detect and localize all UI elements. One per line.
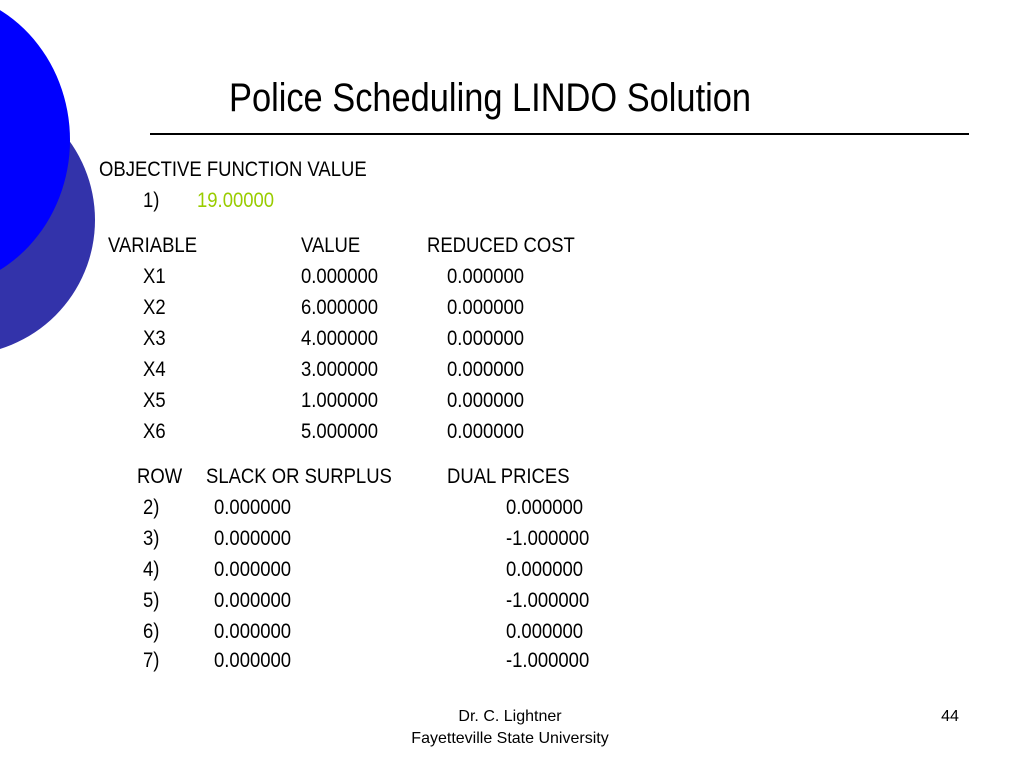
objective-label: OBJECTIVE FUNCTION VALUE [99,158,367,181]
variable-value: 6.000000 [301,296,379,319]
variable-value: 3.000000 [301,358,379,381]
variable-name: X5 [143,389,166,412]
variable-reduced-cost: 0.000000 [447,265,525,288]
constraint-dual: -1.000000 [506,527,590,550]
slack-header: SLACK OR SURPLUS [206,465,392,488]
constraint-slack: 0.000000 [214,496,292,519]
constraint-row: 6) [143,620,160,643]
constraint-dual: 0.000000 [506,558,584,581]
constraint-slack: 0.000000 [214,649,292,672]
variable-name: X2 [143,296,166,319]
variable-value: 0.000000 [301,265,379,288]
value-header: VALUE [301,234,361,257]
footer-institution: Fayetteville State University [411,730,609,747]
title-divider [150,133,969,135]
reduced-cost-header: REDUCED COST [427,234,575,257]
dual-prices-header: DUAL PRICES [447,465,570,488]
slide-footer [360,706,660,750]
constraint-slack: 0.000000 [214,527,292,550]
variable-name: X6 [143,420,166,443]
variable-reduced-cost: 0.000000 [447,327,525,350]
variable-reduced-cost: 0.000000 [447,389,525,412]
variable-name: X1 [143,265,166,288]
constraint-row: 7) [143,649,160,672]
variable-value: 5.000000 [301,420,379,443]
constraint-dual: 0.000000 [506,620,584,643]
variable-value: 1.000000 [301,389,379,412]
footer-author: Dr. C. Lightner [458,708,562,725]
constraint-slack: 0.000000 [214,558,292,581]
objective-row: 1) [143,189,160,212]
slide-number: 44 [941,708,959,725]
slide-title: Police Scheduling LINDO Solution [229,76,752,120]
variable-header: VARIABLE [108,234,198,257]
constraint-row: 3) [143,527,160,550]
constraint-row: 4) [143,558,160,581]
constraint-dual: -1.000000 [506,589,590,612]
variable-value: 4.000000 [301,327,379,350]
variable-reduced-cost: 0.000000 [447,420,525,443]
objective-value: 19.00000 [197,189,275,212]
constraint-row: 5) [143,589,160,612]
constraint-dual: 0.000000 [506,496,584,519]
constraint-row: 2) [143,496,160,519]
constraint-slack: 0.000000 [214,620,292,643]
variable-name: X3 [143,327,166,350]
variable-reduced-cost: 0.000000 [447,358,525,381]
row-header: ROW [137,465,183,488]
variable-reduced-cost: 0.000000 [447,296,525,319]
variable-name: X4 [143,358,166,381]
constraint-slack: 0.000000 [214,589,292,612]
constraint-dual: -1.000000 [506,649,590,672]
